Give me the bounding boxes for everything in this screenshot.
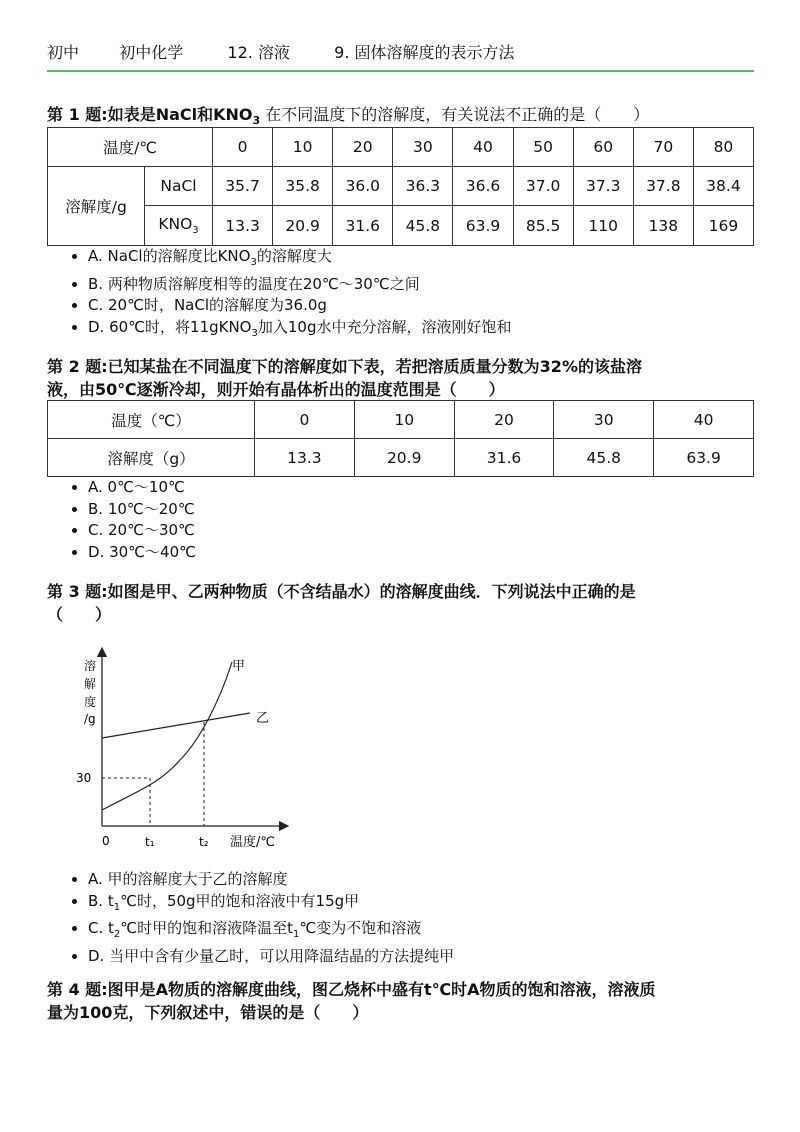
y-axis-label-3: 度 [84, 695, 97, 709]
solubility-table-2 [47, 400, 754, 477]
kno3-cell: 63.9 [453, 206, 513, 246]
option-c[interactable]: • C. 20℃～30℃ [88, 520, 196, 542]
question-4-stem-line-2: 量为100克，下列叙述中，错误的是（ ） [47, 1003, 369, 1022]
option-d[interactable]: • D. 30℃～40℃ [88, 542, 196, 564]
solubility-cell: 63.9 [654, 439, 754, 477]
kno3-cell: 169 [693, 206, 753, 246]
question-1-stem-bold: 如表是NaCl和KNO [107, 105, 253, 124]
subscript: 3 [252, 114, 261, 128]
question-2-options [68, 477, 196, 563]
question-3-options [68, 869, 454, 967]
question-4-title [47, 978, 757, 1024]
nacl-cell: 38.4 [693, 167, 753, 206]
curve-label-yi: 乙 [256, 711, 270, 726]
nacl-cell: 36.3 [393, 167, 453, 206]
origin-label: 0 [102, 834, 110, 848]
temp-cell: 0 [213, 128, 273, 167]
temp-cell: 20 [454, 401, 554, 439]
question-3-stem-line-1: 第 3 题:如图是甲、乙两种物质（不含结晶水）的溶解度曲线．下列说法中正确的是 [47, 582, 636, 601]
question-1-options [68, 246, 512, 344]
solubility-cell: 13.3 [255, 439, 355, 477]
nacl-cell: 37.8 [633, 167, 693, 206]
kno3-cell: 20.9 [273, 206, 333, 246]
temp-cell: 50 [513, 128, 573, 167]
kno3-cell: 85.5 [513, 206, 573, 246]
breadcrumb-item-level[interactable]: 初中 [47, 43, 80, 62]
question-3-stem-line-2: （ ） [47, 605, 112, 624]
y-axis-label-1: 溶 [84, 659, 97, 673]
nacl-cell: 36.0 [333, 167, 393, 206]
y-tick-30: 30 [76, 771, 92, 785]
nacl-cell: 37.0 [513, 167, 573, 206]
kno3-cell: 13.3 [213, 206, 273, 246]
question-1-stem: 在不同温度下的溶解度，有关说法不正确的是（ ） [260, 105, 650, 124]
option-c[interactable]: • C. 20℃时，NaCl的溶解度为36.0g [88, 295, 512, 317]
temp-cell: 30 [393, 128, 453, 167]
solubility-cell: 20.9 [354, 439, 454, 477]
x-axis-label: 温度/℃ [230, 835, 275, 850]
temp-cell: 20 [333, 128, 393, 167]
option-d[interactable]: • D. 60℃时，将11gKNO$_3$加入10g水中充分溶解，溶液刚好饱和 [88, 317, 512, 345]
row-label-kno3: $KNO_3$ [145, 206, 213, 246]
kno3-cell: 138 [633, 206, 693, 246]
temp-cell: 10 [354, 401, 454, 439]
solubility-table-1 [47, 127, 754, 246]
kno3-cell: 110 [573, 206, 633, 246]
temp-cell: 0 [255, 401, 355, 439]
temp-cell: 80 [693, 128, 753, 167]
y-axis-label-2: 解 [84, 677, 97, 691]
option-d[interactable]: • D. 当甲中含有少量乙时，可以用降温结晶的方法提纯甲 [88, 946, 454, 968]
breadcrumb [47, 40, 515, 63]
row-label-nacl: NaCl [145, 167, 213, 206]
temp-cell: 40 [453, 128, 513, 167]
option-c[interactable]: • C. $t_2℃$时甲的饱和溶液降温至$t_1℃$变为不饱和溶液 [88, 918, 454, 946]
nacl-cell: 36.6 [453, 167, 513, 206]
question-3-title [47, 580, 757, 626]
breadcrumb-item-topic[interactable]: 9. 固体溶解度的表示方法 [334, 43, 515, 62]
header-divider [47, 70, 754, 72]
curve-yi [102, 713, 250, 738]
temp-cell: 10 [273, 128, 333, 167]
nacl-cell: 37.3 [573, 167, 633, 206]
table-header-temp: 温度/℃ [48, 128, 213, 167]
row-label-solubility: 溶解度（g） [48, 439, 255, 477]
question-2-title [47, 355, 757, 401]
row-label-temp: 温度（℃） [48, 401, 255, 439]
option-a[interactable]: • A. 0℃～10℃ [88, 477, 196, 499]
option-a[interactable]: • A. NaCl的溶解度比$KNO_3$的溶解度大 [88, 246, 512, 274]
x-tick-t2: t₂ [199, 835, 209, 849]
breadcrumb-item-subject[interactable]: 初中化学 [119, 43, 184, 62]
breadcrumb-item-chapter[interactable]: 12. 溶液 [227, 43, 290, 62]
question-2-stem-line-1: 第 2 题:已知某盐在不同温度下的溶解度如下表，若把溶质质量分数为32%的该盐溶 [47, 357, 642, 376]
kno3-cell: 31.6 [333, 206, 393, 246]
question-number: 第 1 题: [47, 105, 108, 124]
solubility-curve-figure [70, 640, 290, 855]
temp-cell: 30 [554, 401, 654, 439]
x-tick-t1: t₁ [145, 835, 155, 849]
temp-cell: 40 [654, 401, 754, 439]
curve-label-jia: 甲 [232, 659, 246, 674]
solubility-cell: 31.6 [454, 439, 554, 477]
solubility-cell: 45.8 [554, 439, 654, 477]
option-b[interactable]: • B. 两种物质溶解度相等的温度在20℃～30℃之间 [88, 274, 512, 296]
temp-cell: 70 [633, 128, 693, 167]
nacl-cell: 35.8 [273, 167, 333, 206]
option-a[interactable]: • A. 甲的溶解度大于乙的溶解度 [88, 869, 454, 891]
row-group-solubility: 溶解度/g [48, 167, 145, 246]
question-2-stem-line-2: 液，由50℃逐渐冷却，则开始有晶体析出的温度范围是（ ） [47, 380, 505, 399]
y-axis-label-4: /g [84, 712, 96, 726]
temp-cell: 60 [573, 128, 633, 167]
option-b[interactable]: • B. $t_1℃$时，50g甲的饱和溶液中有15g甲 [88, 891, 454, 919]
question-4-stem-line-1: 第 4 题:图甲是A物质的溶解度曲线，图乙烧杯中盛有t℃时A物质的饱和溶液，溶液质 [47, 980, 656, 999]
nacl-cell: 35.7 [213, 167, 273, 206]
curve-jia [102, 662, 232, 810]
option-b[interactable]: • B. 10℃～20℃ [88, 499, 196, 521]
kno3-cell: 45.8 [393, 206, 453, 246]
